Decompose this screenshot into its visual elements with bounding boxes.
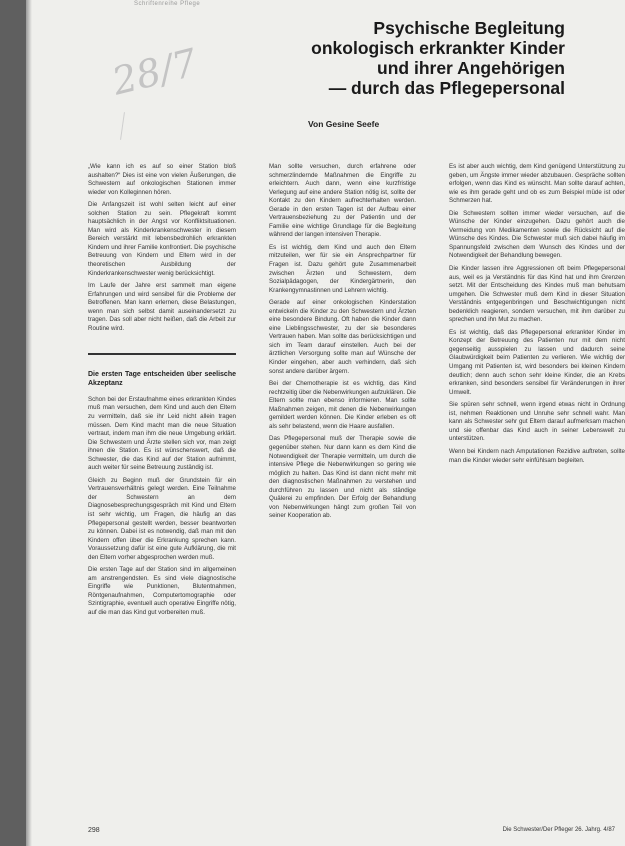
- section-heading: Die ersten Tage entscheiden über seelische Akzeptanz: [88, 370, 236, 387]
- paragraph: Die ersten Tage auf der Station sind im allgemeinen am anstrengendsten. Es sind viele diagnostische Eingriffe wie Punktionen, Blutentnahmen, Röntgenaufnahmen, Computertomographie oder Szintigraphie, eventuell auch operative Eingriffe nötig, auf die man das Kind gut vorbereiten muß.: [88, 566, 236, 617]
- article-author: Von Gesine Seefe: [308, 119, 380, 129]
- paragraph: Sie spüren sehr schnell, wenn irgend etwas nicht in Ordnung ist, nehmen Reaktionen und Unruhe sehr schnell wahr. Man kann als Schwester sehr gut Eltern darauf aufmerksam machen und sie offenbar das Kind auch in seiner Lebenswelt zu unterstützen.: [449, 401, 625, 443]
- paragraph: Wenn bei Kindern nach Amputationen Rezidive auftreten, sollte man die Kinder wieder sehr einfühlsam begleiten.: [449, 447, 625, 464]
- paragraph: Gleich zu Beginn muß der Grundstein für ein Vertrauensverhältnis gelegt werden. Eine Teilnahme der Schwestern an dem Diagnosebesprechungsgespräch mit Kind und Eltern ist sehr wichtig, um Fragen, die häufig an das Pflegepersonal gestellt werden, besser beantworten zu können. Dabei ist es notwendig, daß man mit den Kindern offen über die Erkrankung sprechen kann. Voraussetzung dafür ist eine gute Aufklärung, die mit den Eltern vorher abgesprochen werden muß.: [88, 476, 236, 561]
- article-title: [265, 18, 565, 98]
- text-column-2: [269, 163, 416, 825]
- paragraph: Im Laufe der Jahre erst sammelt man eigene Erfahrungen und wird sensibel für die Probleme der Betroffenen. Man kann erlernen, diese Belastungen, wenn man sich selbst damit auseinandersetzt zu tragen. Das soll aber nicht heißen, daß die Arbeit zur Routine wird.: [88, 282, 236, 332]
- paragraph: Es ist wichtig, dem Kind und auch den Eltern mitzuteilen, wer für sie ein Ansprechpartner für Fragen ist. Dazu gehört gute Zusammenarbeit zwischen Ärzten und Schwestern, dem Sozialpädagogen, der Kindergärtnerin, den Krankengymnastinnen und Lehrern wichtig.: [269, 243, 416, 294]
- handwritten-note: 28/7: [107, 40, 202, 104]
- paragraph: Schon bei der Erstaufnahme eines erkrankten Kindes muß man versuchen, dem Kind und auch den Eltern zu vermitteln, daß sie ihr Leid nicht allein tragen müssen. Dem Kind macht man die neue Situation vertraut, indem man ihm die neue Umgebung erklärt. Die Schwestern und Ärzte stellen sich vor, man zeigt ihnen die Station. Es ist wünschenswert, daß die Schwester, die das Kind auf der Station aufnimmt, auch weiter für seine Betreuung zuständig ist.: [88, 395, 236, 472]
- paragraph: „Wie kann ich es auf so einer Station bloß aushalten?“ Dies ist eine von vielen Äußerungen, die Schwestern auf onkologischen Stationen immer wieder von Kolleginnen hören.: [88, 163, 236, 196]
- paragraph: Es ist wichtig, daß das Pflegepersonal erkrankter Kinder im Konzept der Betreuung des Patienten nur mit dem nicht gegenseitig ausspielen zu lassen und dadurch seine Glaubwürdigkeit beim Patienten zu verlieren. Wie wichtig der Umgang mit Patienten ist, wird besonders bei kleinen Kindern deutlich; denn auch schon sehr kleine Kinder, die an Krebs erkranken, sind besonders sensibel für Veränderungen in ihrer Umwelt.: [449, 328, 625, 396]
- text-column-3: [449, 163, 625, 825]
- paragraph: Gerade auf einer onkologischen Kinderstation entwickeln die Kinder zu den Schwestern und Ärzten eine besondere Bindung. Oft haben die Kinder dann eine Lieblingsschwester, zu der sie besonderes Vertrauen haben. Man sollte das berücksichtigen und sich im Team darauf einstellen. Auch bei der ärztlichen Versorgung sollte man auf Wünsche der Kinder eingehen, aber auch verhindern, daß sich sonst andere darüber ärgern.: [269, 299, 416, 375]
- text-column-1: [88, 163, 236, 825]
- paragraph: Bei der Chemotherapie ist es wichtig, das Kind rechtzeitig über die Nebenwirkungen aufzuklären. Die Eltern sollte man ebenso informieren. Man sollte Maßnahmen zeigen, mit denen die Nebenwirkungen gemildert werden können. Die Kinder erleben es oft als sehr belastend, wenn die Haare ausfallen.: [269, 380, 416, 430]
- paragraph: Die Schwestern sollten immer wieder versuchen, auf die Wünsche der Kinder einzugehen. Dazu gehört auch die Vermeidung von Medikamenten sowie die Rücksicht auf die Wünsche des Kindes. Die Schwester muß sich dabei häufig im Spannungsfeld zwischen dem Wunsch des Kindes und der Notwendigkeit der Behandlung bewegen.: [449, 209, 625, 260]
- paragraph: Es ist aber auch wichtig, dem Kind genügend Unterstützung zu geben, um Ängste immer wieder abzubauen. Gespräche sollten erfolgen, wenn das Kind es wünscht. Man sollte darauf achten, wie es ihm gerade geht und ob es zum Beispiel müde ist oder Schmerzen hat.: [449, 163, 625, 205]
- title-line: und ihrer Angehörigen: [377, 58, 565, 78]
- title-line: Psychische Begleitung: [373, 18, 565, 38]
- title-line: onkologisch erkrankter Kinder: [311, 38, 565, 58]
- paragraph: Die Kinder lassen ihre Aggressionen oft beim Pflegepersonal aus, weil es ja Verständnis für das Kind hat und ihm Grenzen setzt. Mit der Entscheidung des Kindes muß man behutsam umgehen. Die Schwester muß dem Kind in dieser Situation Verständnis entgegenbringen und Beschwichtigungen nicht bedenklich reagieren, sondern versuchen, mit ihm darüber zu sprechen und ihn Mut zu machen.: [449, 265, 625, 324]
- paragraph: Man sollte versuchen, durch erfahrene oder schmerzlindernde Maßnahmen die Eingriffe zu erleichtern. Auch dann, wenn eine kurzfristige Verlegung auf eine andere Station nötig ist, sollte der Kontakt zu den Kindern aufrechterhalten werden. Gerade in den ersten Tagen ist der Aufbau einer Vertrauensbeziehung zu der Patientin und der Familie eine wichtige Grundlage für die Begleitung während der langen intensiven Therapie.: [269, 163, 416, 239]
- handwritten-stroke: [120, 112, 125, 140]
- page-fold-shadow: [26, 0, 32, 846]
- title-line: — durch das Pflegepersonal: [328, 78, 565, 98]
- running-head: Schriftenreihe Pflege: [134, 1, 201, 7]
- paragraph: Die Anfangszeit ist wohl selten leicht auf einer solchen Station zu sein. Pflegekraft kommt hauptsächlich in der Angst vor Konfliktsituationen. Man wird als Kinderkrankenschwester in diesem Bereich verstärkt mit lebensbedrohlich erkrankten Kindern und ihrer Familie konfrontiert. Die psychische Betreuung von Kindern und Eltern wird in der theoretischen Ausbildung der Kinderkrankenschwester wenig berücksichtigt.: [88, 201, 236, 277]
- page-number: 298: [88, 827, 100, 834]
- document-page: [26, 0, 625, 846]
- paragraph: Das Pflegepersonal muß der Therapie sowie die gegenüber stehen. Nur dann kann es dem Kind die Notwendigkeit der Therapie vermitteln, um durch die intensive Pflege die Nebenwirkungen so gering wie möglich zu halten. Das Kind ist dann nicht mehr mit den diagnostischen Maßnahmen zu verstehen und durchführen zu lassen und nicht als ständige Quälerei zu empfinden. Der Erfolg der Behandlung von Nebenwirkungen hängt zum großen Teil von seiner Kooperation ab.: [269, 435, 416, 520]
- section-divider: [88, 353, 236, 355]
- journal-footer: Die Schwester/Der Pfleger 26. Jahrg. 4/87: [502, 827, 615, 833]
